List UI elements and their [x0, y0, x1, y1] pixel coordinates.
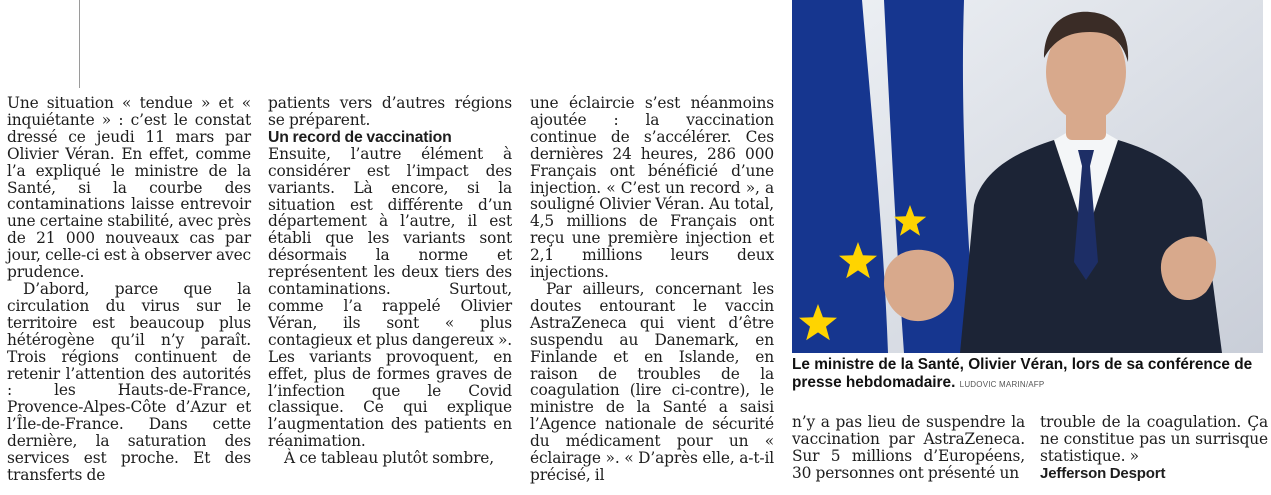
caption-text: Le ministre de la Santé, Olivier Véran, lors de sa conférence de presse hebdomadaire. — [792, 356, 1253, 391]
article-subheading: Un record de vaccination — [268, 128, 452, 146]
article-column-5 — [1040, 414, 1268, 482]
article-paragraph: Par ailleurs, concernant les doutes entourant le vaccin AstraZeneca qui vient d’être suspendu au Danemark, en Finlande et en Islande, en raison de troubles de la coagulation (lire ci-contre), le ministre de la Santé a saisi l’Agence nationale de sécurité du médicament pour un « éclairage ». « D’après elle, a-t-il précisé, il — [530, 279, 774, 484]
article-paragraph: trouble de la coagulation. Ça ne constitue pas un surrisque statistique. » — [1040, 413, 1268, 465]
column-divider-rule — [79, 0, 80, 88]
article-paragraph: À ce tableau plutôt sombre, — [284, 449, 494, 468]
article-column-2 — [268, 95, 512, 467]
author-signature: Jefferson Desport — [1040, 464, 1166, 482]
photo-credit: LUDOVIC MARIN/AFP — [959, 380, 1045, 389]
article-paragraph: n’y a pas lieu de suspendre la vaccination par AstraZeneca. Sur 5 millions d’Européens, 30 personnes ont présenté un — [792, 413, 1025, 482]
article-column-3 — [530, 95, 774, 484]
article-paragraph: D’abord, parce que la circulation du virus sur le territoire est beaucoup plus hétérogène qu’il n’y paraît. Trois régions continuent de retenir l’attention des autorités : les Hauts-de-France, Provence-Alpes-Côte d’Azur et l’Île-de-France. Dans cette dernière, la saturation des services est proche. Et des transferts de — [7, 279, 251, 484]
article-paragraph: Ensuite, l’autre élément à considérer est l’impact des variants. Là encore, si la situation est différente d’un département à l’autre, il est établi que les variants sont désormais la norme et représentent les deux tiers des contaminations. Surtout, comme l’a rappelé Olivier Véran, ils sont « plus contagieux et plus dangereux ». Les variants provoquent, en effet, plus de formes graves de l’infection que le Covid classique. Ce qui explique l’augmentation des patients en réanimation. — [268, 144, 512, 451]
article-paragraph: une éclaircie s’est néanmoins ajoutée : la vaccination continue de s’accélérer. Ces dernières 24 heures, 286 000 Français ont bénéficié d’une injection. « C’est un record », a souligné Olivier Véran. Au total, 4,5 millions de Français ont reçu une première injection et 2,1 millions leurs deux injections. — [530, 94, 774, 282]
news-photo — [792, 0, 1263, 353]
photo-caption — [792, 356, 1268, 394]
article-paragraph: Une situation « tendue » et « inquiétante » : c’est le constat dressé ce jeudi 11 mars par Olivier Véran. En effet, comme l’a expliqué le ministre de la Santé, si la courbe des contaminations laisse entrevoir une certaine stabilité, avec près de 21 000 nouveaux cas par jour, celle-ci est à observer avec prudence. — [7, 94, 251, 282]
article-paragraph: patients vers d’autres régions se préparent. — [268, 94, 512, 129]
article-column-4 — [792, 414, 1025, 482]
article-column-1 — [7, 95, 251, 484]
